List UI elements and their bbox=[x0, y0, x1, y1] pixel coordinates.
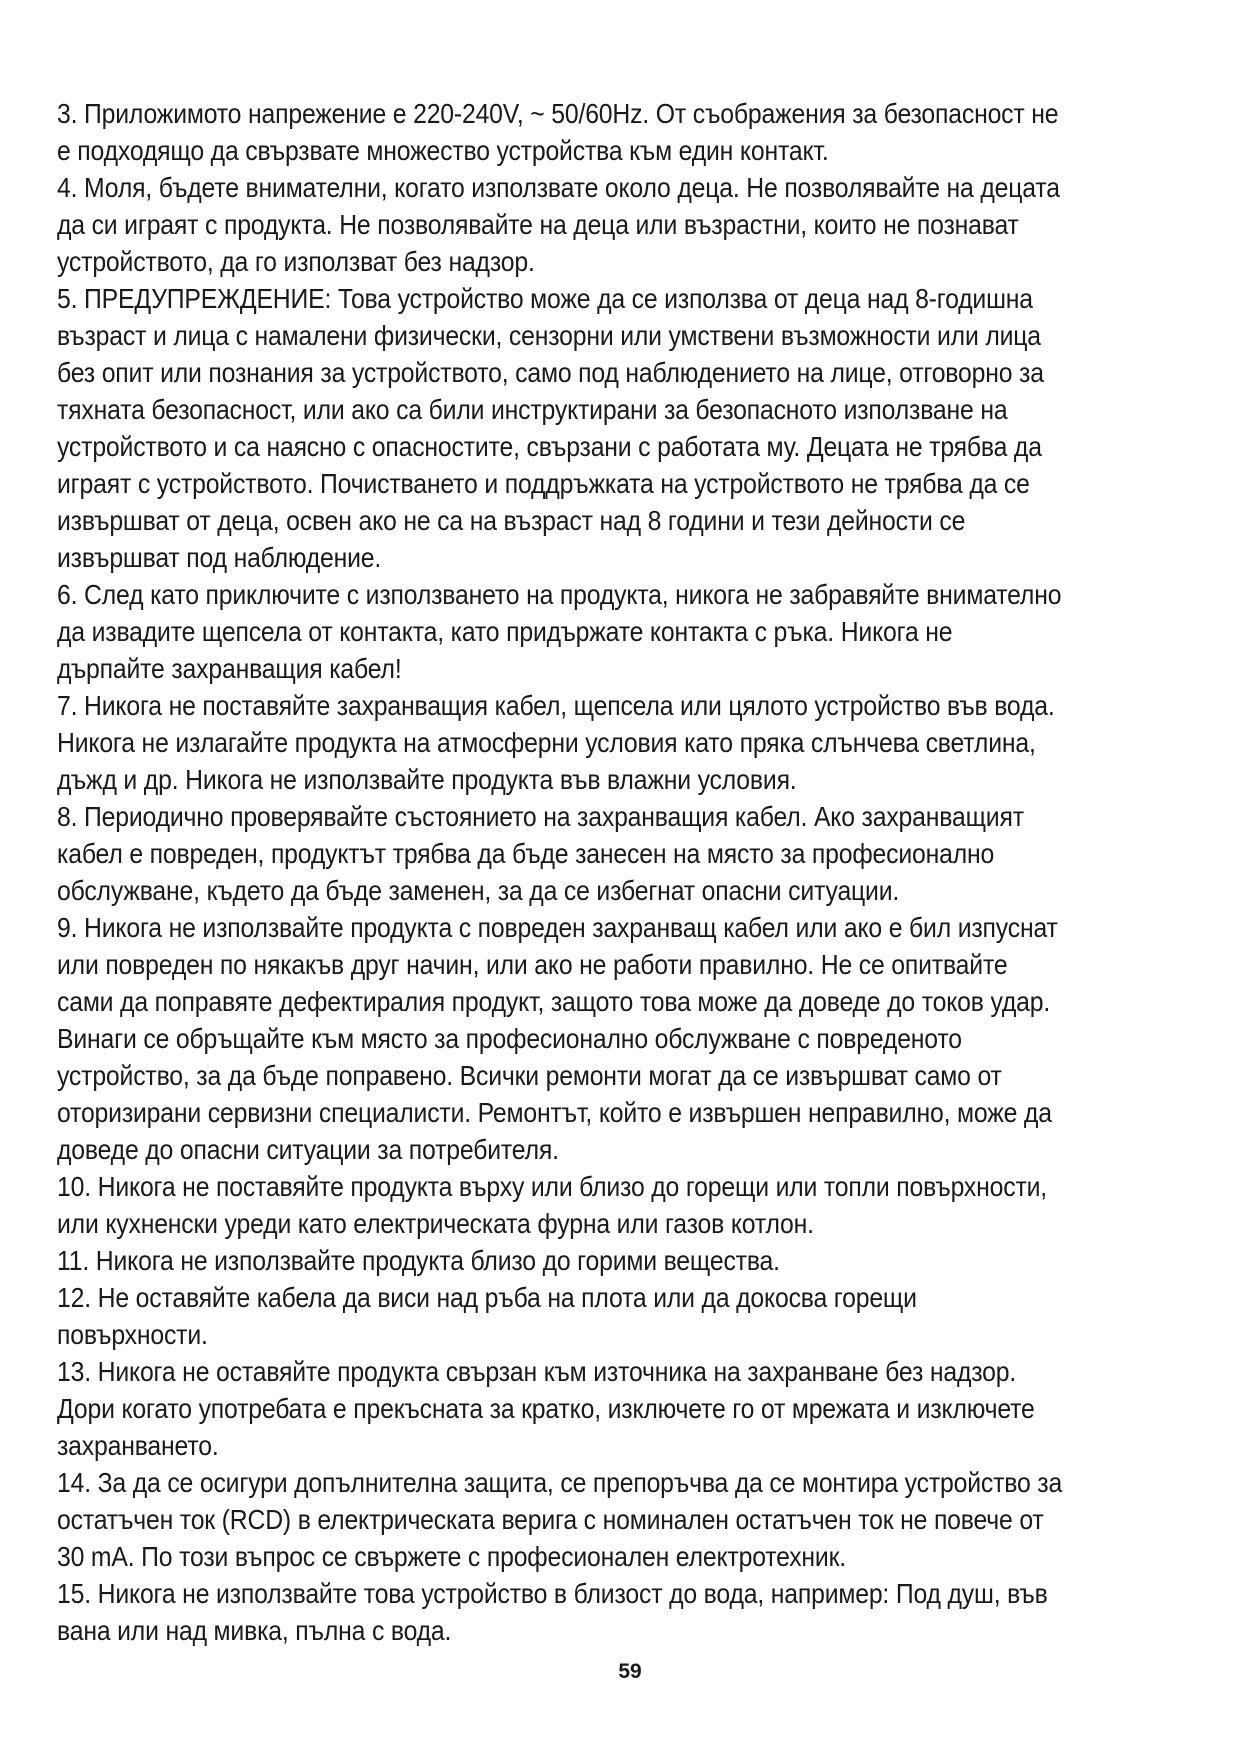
paragraph-item-9: 9. Никога не използвайте продукта с повреден захранващ кабел или ако е бил изпуснат или повреден по някакъв друг начин, или ако не работи правилно. Не се опитвайте сами да поправяте дефектиралия продукт, защото това може да доведе до токов удар. Винаги се обръщайте към място за професионално обслужване с повреденото устройство, за да бъде поправено. Всички ремонти могат да се извършват само от оторизирани сервизни специалисти. Ремонтът, който е извършен неправилно, може да доведе до опасни ситуации за потребителя. bbox=[57, 912, 1058, 1165]
paragraph-item-10: 10. Никога не поставяйте продукта върху или близо до горещи или топли повърхности, или кухненски уреди като електрическата фурна или газов котлон. bbox=[57, 1171, 1048, 1239]
paragraph-item-6: 6. След като приключите с използването на продукта, никога не забравяйте внимателно да извадите щепсела от контакта, като придържате контакта с ръка. Никога не дърпайте захранващия кабел! bbox=[57, 579, 1062, 684]
paragraph-item-4: 4. Моля, бъдете внимателни, когато използвате около деца. Не позволявайте на децата да си играят с продукта. Не позволявайте на деца или възрастни, които не познават устройството, да го използват без надзор. bbox=[57, 172, 1060, 277]
paragraph-item-13: 13. Никога не оставяйте продукта свързан към източника на захранване без надзор. Дори когато употребата е прекъсната за кратко, изключете го от мрежата и изключете захранването. bbox=[57, 1356, 1035, 1461]
paragraph-item-3: 3. Приложимото напрежение е 220-240V, ~ 50/60Hz. От съображения за безопасност не е подходящо да свързвате множество устройства към един контакт. bbox=[57, 98, 1059, 166]
paragraph-item-7: 7. Никога не поставяйте захранващия кабел, щепсела или цялото устройство във вода. Никога не излагайте продукта на атмосферни условия като пряка слънчева светлина, дъжд и др. Никога не използвайте продукта във влажни условия. bbox=[57, 690, 1055, 795]
document-body bbox=[57, 95, 1066, 1649]
paragraph-item-14: 14. За да се осигури допълнителна защита, се препоръчва да се монтира устройство за остатъчен ток (RCD) в електрическата верига с номинален остатъчен ток не повече от 30 mA. По този въпрос се свържете с професионален електротехник. bbox=[57, 1467, 1063, 1572]
paragraph-item-11: 11. Никога не използвайте продукта близо до горими вещества. bbox=[57, 1245, 780, 1276]
paragraph-item-15: 15. Никога не използвайте това устройство в близост до вода, например: Под душ, във вана или над мивка, пълна с вода. bbox=[57, 1578, 1048, 1646]
paragraph-item-12: 12. Не оставяйте кабела да виси над ръба на плота или да докосва горещи повърхности. bbox=[57, 1282, 917, 1350]
page-number: 59 bbox=[618, 1660, 642, 1683]
paragraph-item-5: 5. ПРЕДУПРЕЖДЕНИЕ: Това устройство може да се използва от деца над 8-годишна възраст и лица с намалени физически, сензорни или умствени възможности или лица без опит или познания за устройството, само под наблюдението на лице, отговорно за тяхната безопасност, или ако са били инструктирани за безопасното използване на устройството и са наясно с опасностите, свързани с работата му. Децата не трябва да играят с устройството. Почистването и поддръжката на устройството не трябва да се извършват от деца, освен ако не са на възраст над 8 години и тези дейности се извършват под наблюдение. bbox=[57, 283, 1044, 573]
paragraph-item-8: 8. Периодично проверявайте състоянието на захранващия кабел. Ако захранващият кабел е повреден, продуктът трябва да бъде занесен на място за професионално обслужване, където да бъде заменен, за да се избегнат опасни ситуации. bbox=[57, 801, 1024, 906]
